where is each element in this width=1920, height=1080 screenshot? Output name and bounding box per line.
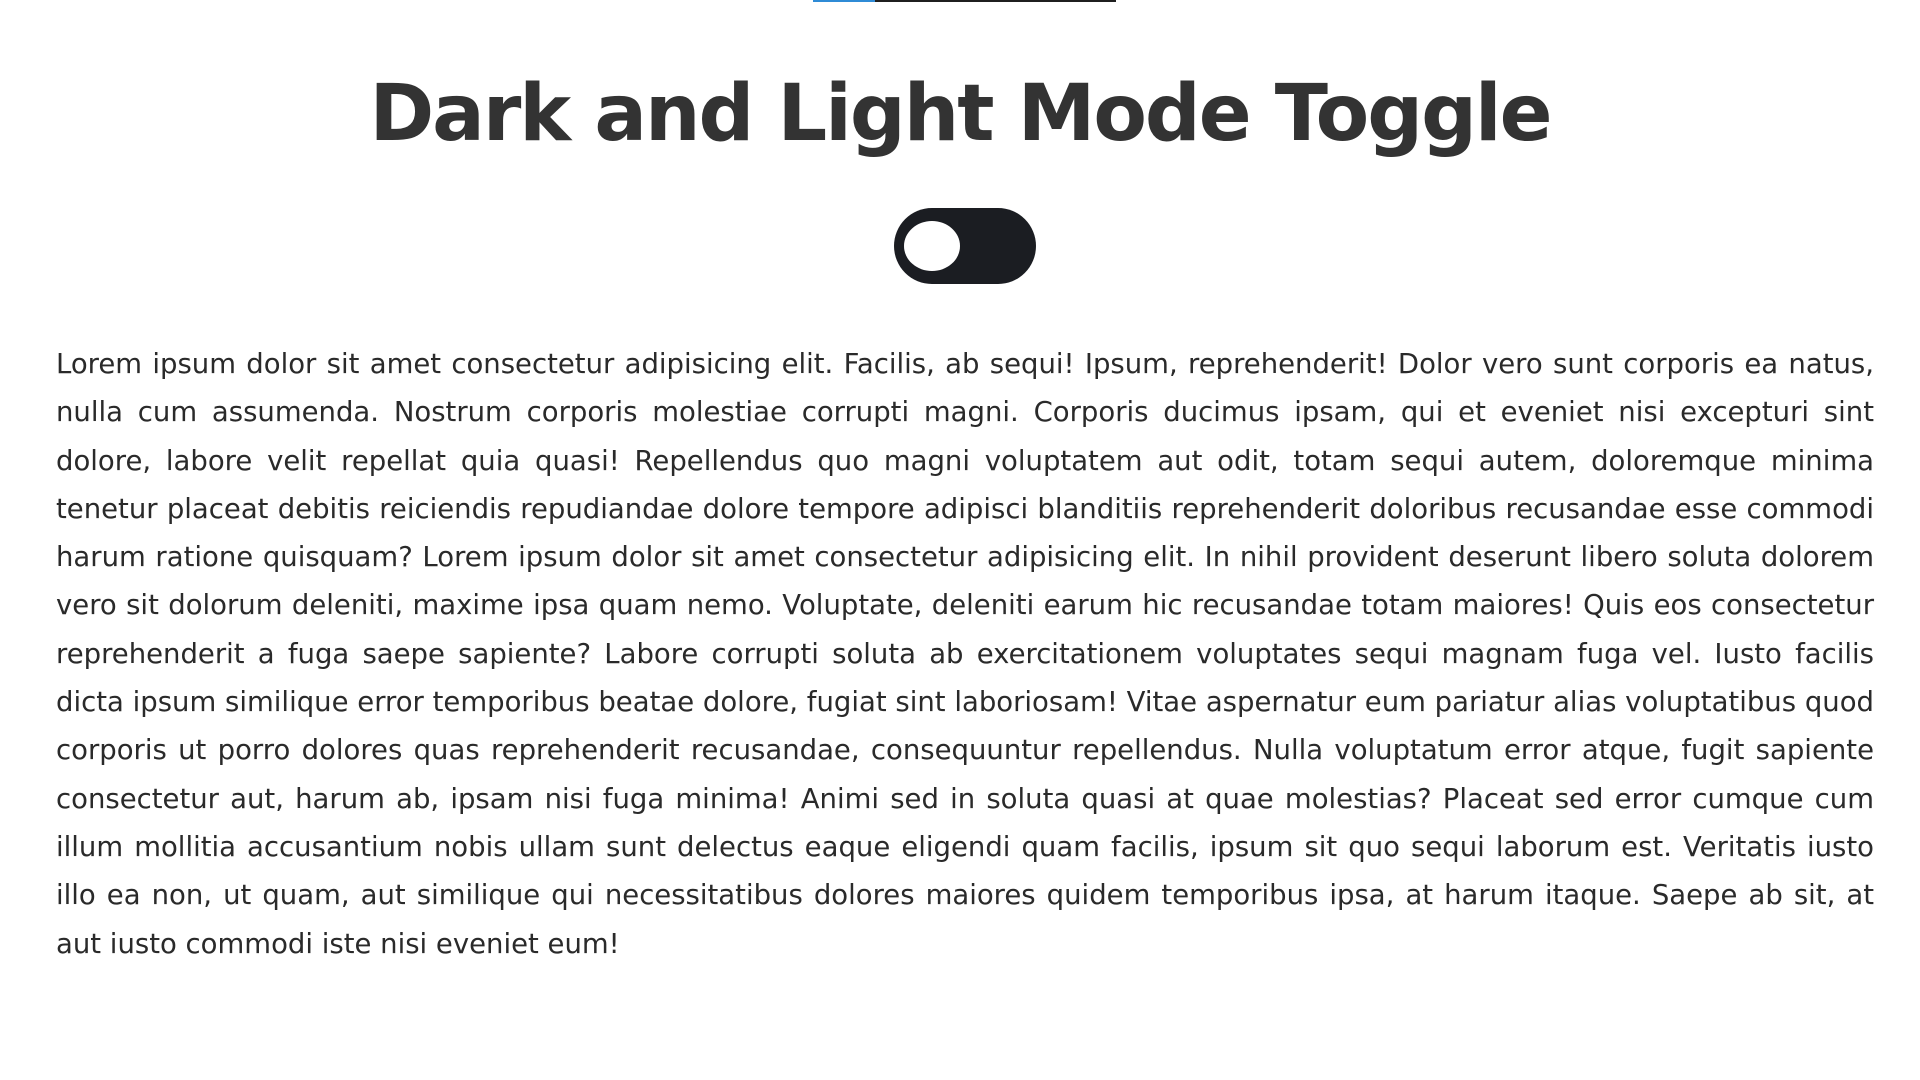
page-title: Dark and Light Mode Toggle xyxy=(369,69,1551,159)
top-scroll-indicator xyxy=(813,0,1116,2)
toggle-knob xyxy=(904,221,960,271)
body-paragraph: Lorem ipsum dolor sit amet consectetur adipisicing elit. Facilis, ab sequi! Ipsum, reprehenderit! Dolor vero sunt corporis ea natus, nulla cum assumenda. Nostrum corporis molestiae corrupti magni. Corporis ducimus ipsam, qui et eveniet nisi excepturi sint dolore, labore velit repellat quia quasi! Repellendus quo magni voluptatem aut odit, totam sequi autem, doloremque minima tenetur placeat debitis reiciendis repudiandae dolore tempore adipisci blanditiis reprehenderit doloribus recusandae esse commodi harum ratione quisquam? Lorem ipsum dolor sit amet consectetur adipisicing elit. In nihil provident deserunt libero soluta dolorem vero sit dolorum deleniti, maxime ipsa quam nemo. Voluptate, deleniti earum hic recusandae totam maiores! Quis eos consectetur reprehenderit a fuga saepe sapiente? Labore corrupti soluta ab exercitationem voluptates sequi magnam fuga vel. Iusto facilis dicta ipsum similique error temporibus beatae dolore, fugiat sint laboriosam! Vitae aspernatur eum pariatur alias voluptatibus quod corporis ut porro dolores quas reprehenderit recusandae, consequuntur repellendus. Nulla voluptatum error atque, fugit sapiente consectetur aut, harum ab, ipsam nisi fuga minima! Animi sed in soluta quasi at quae molestias? Placeat sed error cumque cum illum mollitia accusantium nobis ullam sunt delectus eaque eligendi quam facilis, ipsum sit quo sequi laborum est. Veritatis iusto illo ea non, ut quam, aut similique qui necessitatibus dolores maiores quidem temporibus ipsa, at harum itaque. Saepe ab sit, at aut iusto commodi iste nisi eveniet eum! xyxy=(56,348,1874,960)
theme-toggle-switch[interactable] xyxy=(894,208,1036,284)
top-scroll-indicator-progress xyxy=(813,0,875,2)
